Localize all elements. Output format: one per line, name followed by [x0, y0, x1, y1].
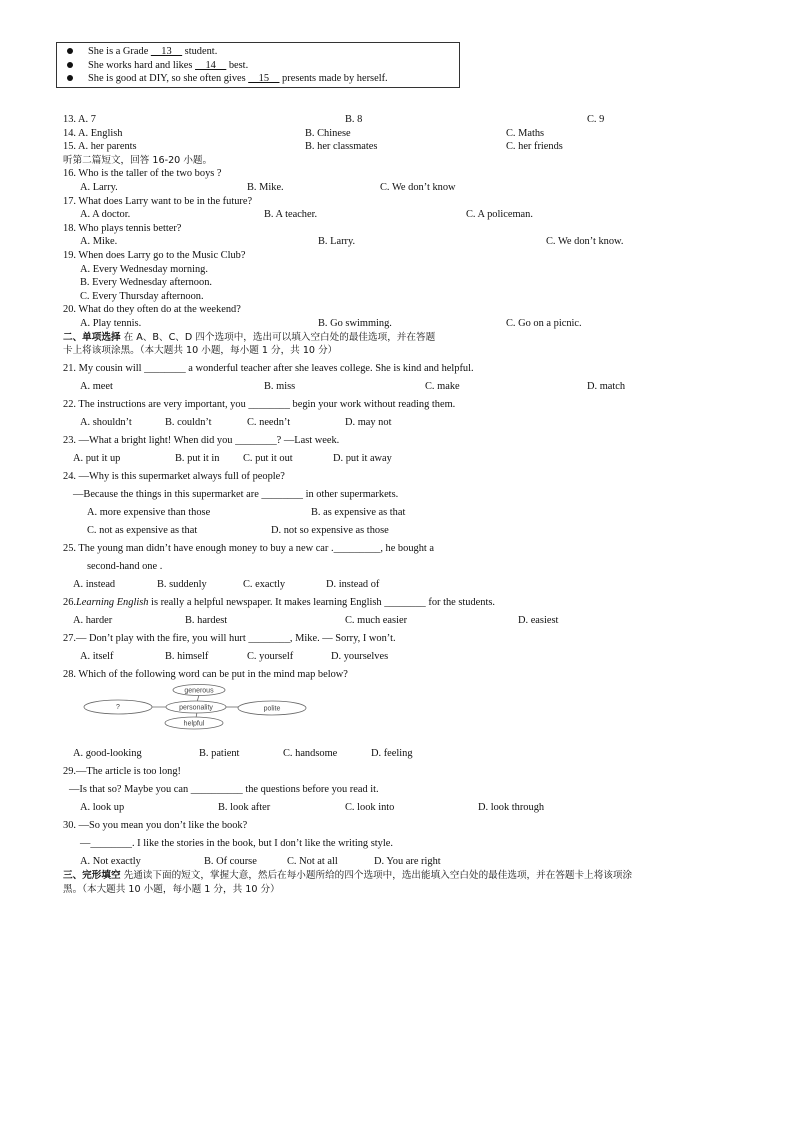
question-23-options: A. put it up B. put it in C. put it out D. put it away: [73, 453, 392, 464]
option-c: C. Every Thursday afternoon.: [80, 290, 204, 302]
option-c: C. Not at all: [287, 856, 338, 868]
option-c: C. make: [425, 381, 460, 393]
option-b: B. miss: [264, 381, 296, 393]
bullet-icon: [67, 62, 73, 68]
question-28-stem: 28. Which of the following word can be put in the mind map below?: [63, 668, 348, 680]
question-26-options: A. harder B. hardest C. much easier D. easiest: [73, 614, 559, 626]
option-b: B. himself: [165, 650, 209, 662]
node-left-label: ?: [116, 704, 120, 712]
question-25-stem: 25. The young man didn’t have enough money to buy a new car ._________, he bought a: [63, 542, 435, 554]
questions: [63, 113, 753, 896]
section-2-instruction: 卡上将该项涂黑。（本大题共 10 小题，每小题 1 分，共 10 分）: [63, 345, 338, 357]
question-29-stem: 29.—The article is too long!: [63, 766, 182, 778]
option-c: C. put it out: [243, 453, 293, 464]
question-27-stem: 27.— Don’t play with the fire, you will hurt ________, Mike. — Sorry, I won’t.: [63, 632, 396, 644]
option-d: D. You are right: [374, 856, 441, 868]
option-c: C. 9: [587, 114, 605, 125]
option-b: B. Of course: [204, 856, 257, 868]
blank-15: __15__: [248, 73, 280, 85]
option-b: B. as expensive as that: [311, 506, 406, 518]
option-c: C. needn’t: [247, 417, 291, 429]
question-25-options: A. instead B. suddenly C. exactly D. instead of: [73, 578, 380, 590]
option-d: D. look through: [478, 802, 545, 814]
option-d: D. instead of: [326, 578, 380, 590]
question-21-options: A. meet B. miss C. make D. match: [80, 381, 626, 393]
option-c: C. We don’t know: [380, 181, 456, 193]
question-19-stem: 19. When does Larry go to the Music Club?: [63, 249, 246, 261]
section-3-instruction: 黑。（本大题共 10 小题，每小题 1 分，共 10 分）: [63, 883, 280, 895]
option-c: C. Maths: [506, 127, 545, 139]
bullet-icon: [67, 75, 73, 81]
question-30-options: A. Not exactly B. Of course C. Not at all D. You are right: [80, 856, 441, 868]
option-d: D. easiest: [518, 614, 559, 626]
option-b: B. Chinese: [305, 127, 351, 139]
option-b: B. look after: [218, 802, 271, 814]
question-16-options: A. Larry. B. Mike. C. We don’t know: [80, 181, 456, 193]
question-15: 15. A. her parents B. her classmates C. her friends: [63, 141, 563, 153]
question-25-stem-2: second-hand one .: [87, 560, 163, 572]
option-c: C. yourself: [247, 650, 294, 662]
node-right-label: polite: [263, 705, 281, 713]
option-d: D. not so expensive as those: [271, 524, 389, 536]
question-17-options: A. A doctor. B. A teacher. C. A policeman.: [80, 209, 533, 221]
question-24-options-2: C. not as expensive as that D. not so expensive as those: [87, 524, 389, 536]
option-b: B. A teacher.: [264, 209, 318, 221]
question-22-stem: 22. The instructions are very important, you ________ begin your work without reading them.: [63, 399, 456, 411]
node-top-label: generous: [184, 687, 214, 695]
question-20-stem: 20. What do they often do at the weekend?: [63, 304, 241, 316]
option-c: C. look into: [345, 802, 395, 814]
question-29-stem-2: —Is that so? Maybe you can __________ the questions before you read it.: [69, 784, 379, 796]
option-c: C. We don’t know.: [546, 236, 624, 248]
option-b: B. 8: [345, 114, 363, 125]
question-24-options-1: A. more expensive than those B. as expensive as that: [87, 506, 406, 518]
option-b: B. Larry.: [318, 236, 356, 248]
section-3-heading: 三、完形填空 先通读下面的短文，掌握大意，然后在每小题所给的四个选项中，选出能填入空白处的最佳选项，并在答题卡上将该项涂: [63, 869, 633, 881]
section-2-heading: 二、单项选择 在 A、B、C、D 四个选项中，选出可以填入空白处的最佳选项，并在答题: [63, 331, 436, 343]
option-b: B. Mike.: [247, 181, 284, 193]
info-box: [56, 42, 460, 88]
question-22-options: A. shouldn’t B. couldn’t C. needn’t D. may not: [80, 417, 392, 429]
option-b: B. hardest: [185, 614, 228, 626]
question-17-stem: 17. What does Larry want to be in the future?: [63, 195, 253, 207]
option-c: C. Go on a picnic.: [506, 317, 582, 329]
listening-instruction: 听第二篇短文，回答 16-20 小题。: [63, 154, 213, 166]
question-23-stem: 23. —What a bright light! When did you ________? —Last week.: [63, 435, 340, 447]
option-d: D. put it away: [333, 453, 392, 464]
question-24-stem-2: —Because the things in this supermarket are ________ in other supermarkets.: [73, 488, 399, 500]
newspaper-title: Learning English: [76, 596, 149, 608]
option-b: B. put it in: [175, 453, 220, 464]
info-line: She is a Grade __13__ student.: [57, 45, 459, 59]
mind-map-diagram: [79, 683, 329, 731]
question-21-stem: 21. My cousin will ________ a wonderful teacher after she leaves college. She is kind and helpful.: [63, 363, 474, 375]
node-bottom-label: helpful: [183, 720, 205, 728]
blank-13: __13__: [150, 46, 183, 57]
question-30-stem: 30. —So you mean you don’t like the book?: [63, 820, 248, 832]
node-center-label: personality: [179, 704, 213, 712]
question-18-stem: 18. Who plays tennis better?: [63, 222, 182, 234]
question-27-options: A. itself B. himself C. yourself D. yourselves: [80, 650, 389, 662]
question-13: 13. A. 7 B. 8 C. 9: [63, 114, 605, 125]
question-20-options: A. Play tennis. B. Go swimming. C. Go on a picnic.: [80, 317, 582, 329]
option-c: C. exactly: [243, 578, 286, 590]
info-line: She is good at DIY, so she often gives __15__ presents made by herself.: [57, 72, 459, 86]
option-d: D. match: [587, 381, 626, 393]
question-14: 14. A. English B. Chinese C. Maths: [63, 127, 545, 139]
option-c: C. much easier: [345, 614, 408, 626]
option-d: D. feeling: [371, 748, 413, 760]
option-c: C. A policeman.: [466, 209, 533, 221]
question-29-options: A. look up B. look after C. look into D. look through: [80, 802, 545, 814]
section-title: 三、完形填空: [63, 869, 121, 881]
question-28-options: A. good-looking B. patient C. handsome D. feeling: [73, 748, 413, 760]
option-c: C. her friends: [506, 141, 563, 153]
question-26-stem: 26.Learning English is really a helpful newspaper. It makes learning English ________ for the students.: [63, 596, 496, 608]
info-line: She works hard and likes __14__ best.: [57, 59, 459, 73]
option-b: B. Every Wednesday afternoon.: [80, 277, 212, 289]
bullet-icon: [67, 48, 73, 54]
question-18-options: A. Mike. B. Larry. C. We don’t know.: [80, 236, 624, 248]
question-30-stem-2: —________. I like the stories in the book, but I don’t like the writing style.: [80, 838, 393, 850]
option-b: B. couldn’t: [165, 417, 212, 429]
option-d: D. may not: [345, 417, 392, 429]
option-b: B. patient: [199, 748, 240, 760]
section-title: 二、单项选择: [63, 331, 121, 343]
question-16-stem: 16. Who is the taller of the two boys ?: [63, 168, 222, 180]
blank-14: __14__: [195, 59, 227, 71]
question-24-stem: 24. —Why is this supermarket always full of people?: [63, 470, 285, 482]
option-c: C. handsome: [283, 748, 338, 760]
mind-map: [63, 683, 753, 733]
option-b: B. Go swimming.: [318, 317, 392, 329]
option-b: B. suddenly: [157, 578, 207, 590]
option-d: D. yourselves: [331, 650, 389, 662]
option-b: B. her classmates: [305, 141, 378, 153]
option-a: A. Every Wednesday morning.: [80, 263, 208, 275]
